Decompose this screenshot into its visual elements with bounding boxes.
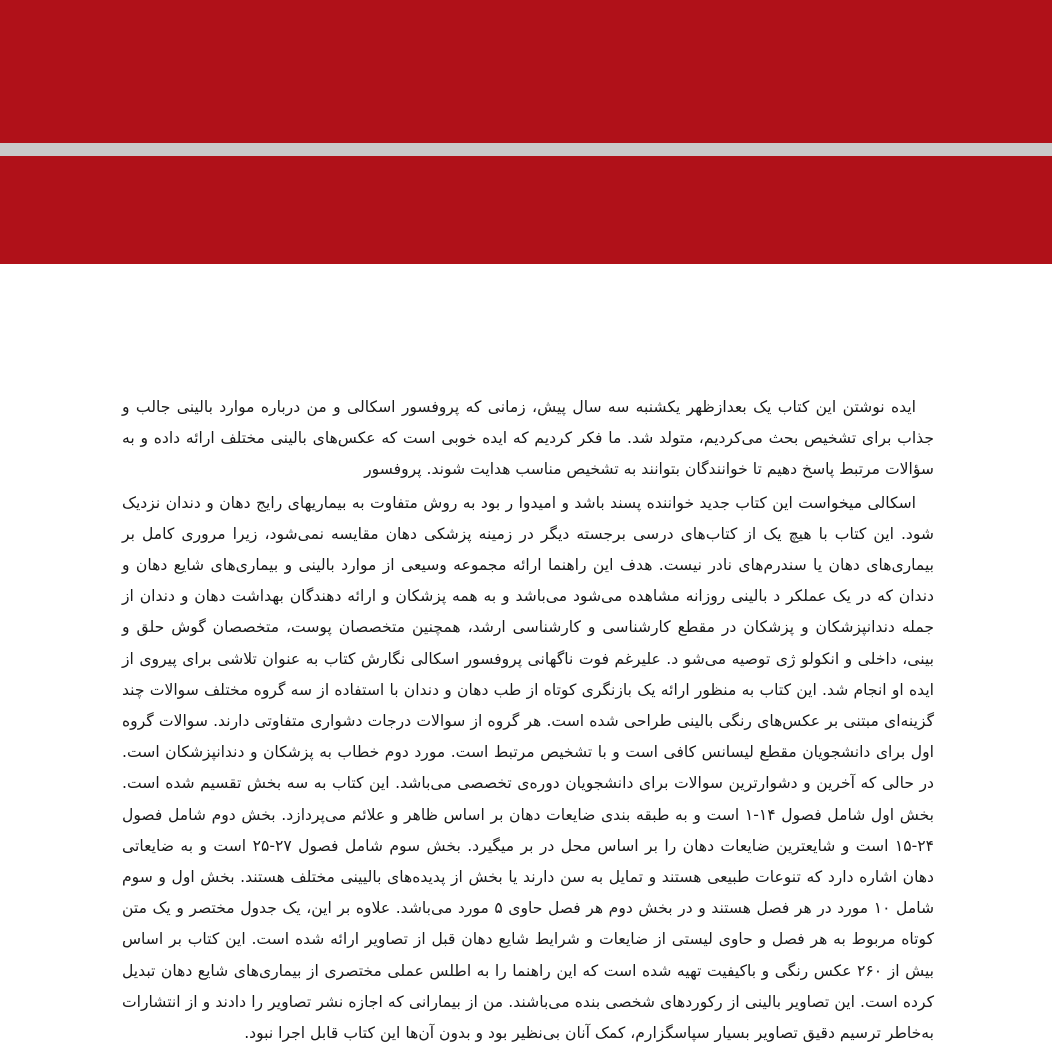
header-gray-stripe [0,143,1052,156]
header-red-band [0,0,1052,143]
page-title: پیشگفتار مؤلف [629,343,934,389]
paragraph-intro: ایده نوشتن این کتاب یک بعدازظهر یکشنبه سه سال پیش، زمانی که پروفسور اسکالی و من درباره موارد بالینی جالب و جذاب برای تشخیص بحث می‌کردیم، متولد شد. ما فکر کردیم که ایده خوبی است که عکس‌های بالینی مختلف ارائه داده و به سؤالات مرتبط پاسخ دهیم تا خوانندگان بتوانند به تشخیص مناسب هدایت شوند. پروفسور [122,398,934,479]
paragraph-main: اسکالی میخواست این کتاب جدید خواننده پسند باشد و امیدوا ر بود به روش متفاوت به بیماریهای رایج دهان و دندان نزدیک شود. این کتاب با هیچ یک از کتاب‌های درسی برجسته دیگر در زمینه پزشکی دهان مقایسه نمی‌شود، زیرا مروری کامل بر بیماری‌های دهان یا سندرم‌های نادر نیست. هدف این راهنما ارائه مجموعه وسیعی از موارد بالینی و بیماری‌های شایع دهان و دندان که در یک عملکر د بالینی روزانه مشاهده می‌شود می‌باشد و به همه پزشکان و ارائه دهندگان بهداشت دهان و دندان از جمله دندانپزشکان و پزشکان در مقطع کارشناسی و کارشناسی ارشد، همچنین متخصصان پوست، متخصصان گوش حلق و بینی، داخلی و انکولو ژی توصیه می‌شو د. علیرغم فوت ناگهانی پروفسور اسکالی نگارش کتاب به عنوان تلاشی برای پیروی از ایده او انجام شد. این کتاب به منظور ارائه یک بازنگری کوتاه از طب دهان و دندان با استفاده از سه گروه مختلف سوالات چند گزینه‌ای مبتنی بر عکس‌های رنگی بالینی طراحی شده است. هر گروه از سوالات درجات دشواری متفاوتی دارند. سوالات گروه اول برای دانشجویان مقطع لیسانس کافی است و با تشخیص مرتبط است. مورد دوم خطاب به پزشکان و دندانپزشکان است. در حالی که آخرین و دشوارترین سوالات برای دانشجویان دوره‌ی تخصصی می‌باشد. این کتاب به سه بخش تقسیم شده است. بخش اول شامل فصول ۱۴-۱ است و به طبقه بندی ضایعات دهان بر اساس ظاهر و علائم می‌پردازد. بخش دوم شامل فصول ۲۴-۱۵ است و شایعترین ضایعات دهان را بر اساس محل در بر میگیرد. بخش سوم شامل فصول ۲۷-۲۵ است و به ضایعاتی دهان اشاره دارد که تنوعات طبیعی هستند و تمایل به سن دارند یا بخش از پدیده‌های بالیینی مختلف هستند. بخش اول و سوم شامل ۱۰ مورد در هر فصل هستند و در بخش دوم هر فصل حاوی ۵ مورد می‌باشد. علاوه بر این، یک جدول مختصر و یک متن کوتاه مربوط به هر فصل و حاوی لیستی از ضایعات و شرایط شایع دهان قبل از تصاویر ارائه شده است. این کتاب بر اساس بیش از ۲۶۰ عکس رنگی و باکیفیت تهیه شده است که این راهنما را به اطلس عملی مختصری از بیماری‌های شایع دهان تبدیل کرده است. این تصاویر بالینی از رکوردهای شخصی بنده می‌باشند. من از بیمارانی که اجازه نشر تصاویر را دادند و از انتشارات به‌خاطر ترسیم دقیق تصاویر بسیار سپاسگزارم، کمک آنان بی‌نظیر بود و بدون آن‌ها این کتاب قابل اجرا نبود. [122,493,935,1043]
title-red-band [0,156,1052,389]
preface-body [122,392,934,1049]
